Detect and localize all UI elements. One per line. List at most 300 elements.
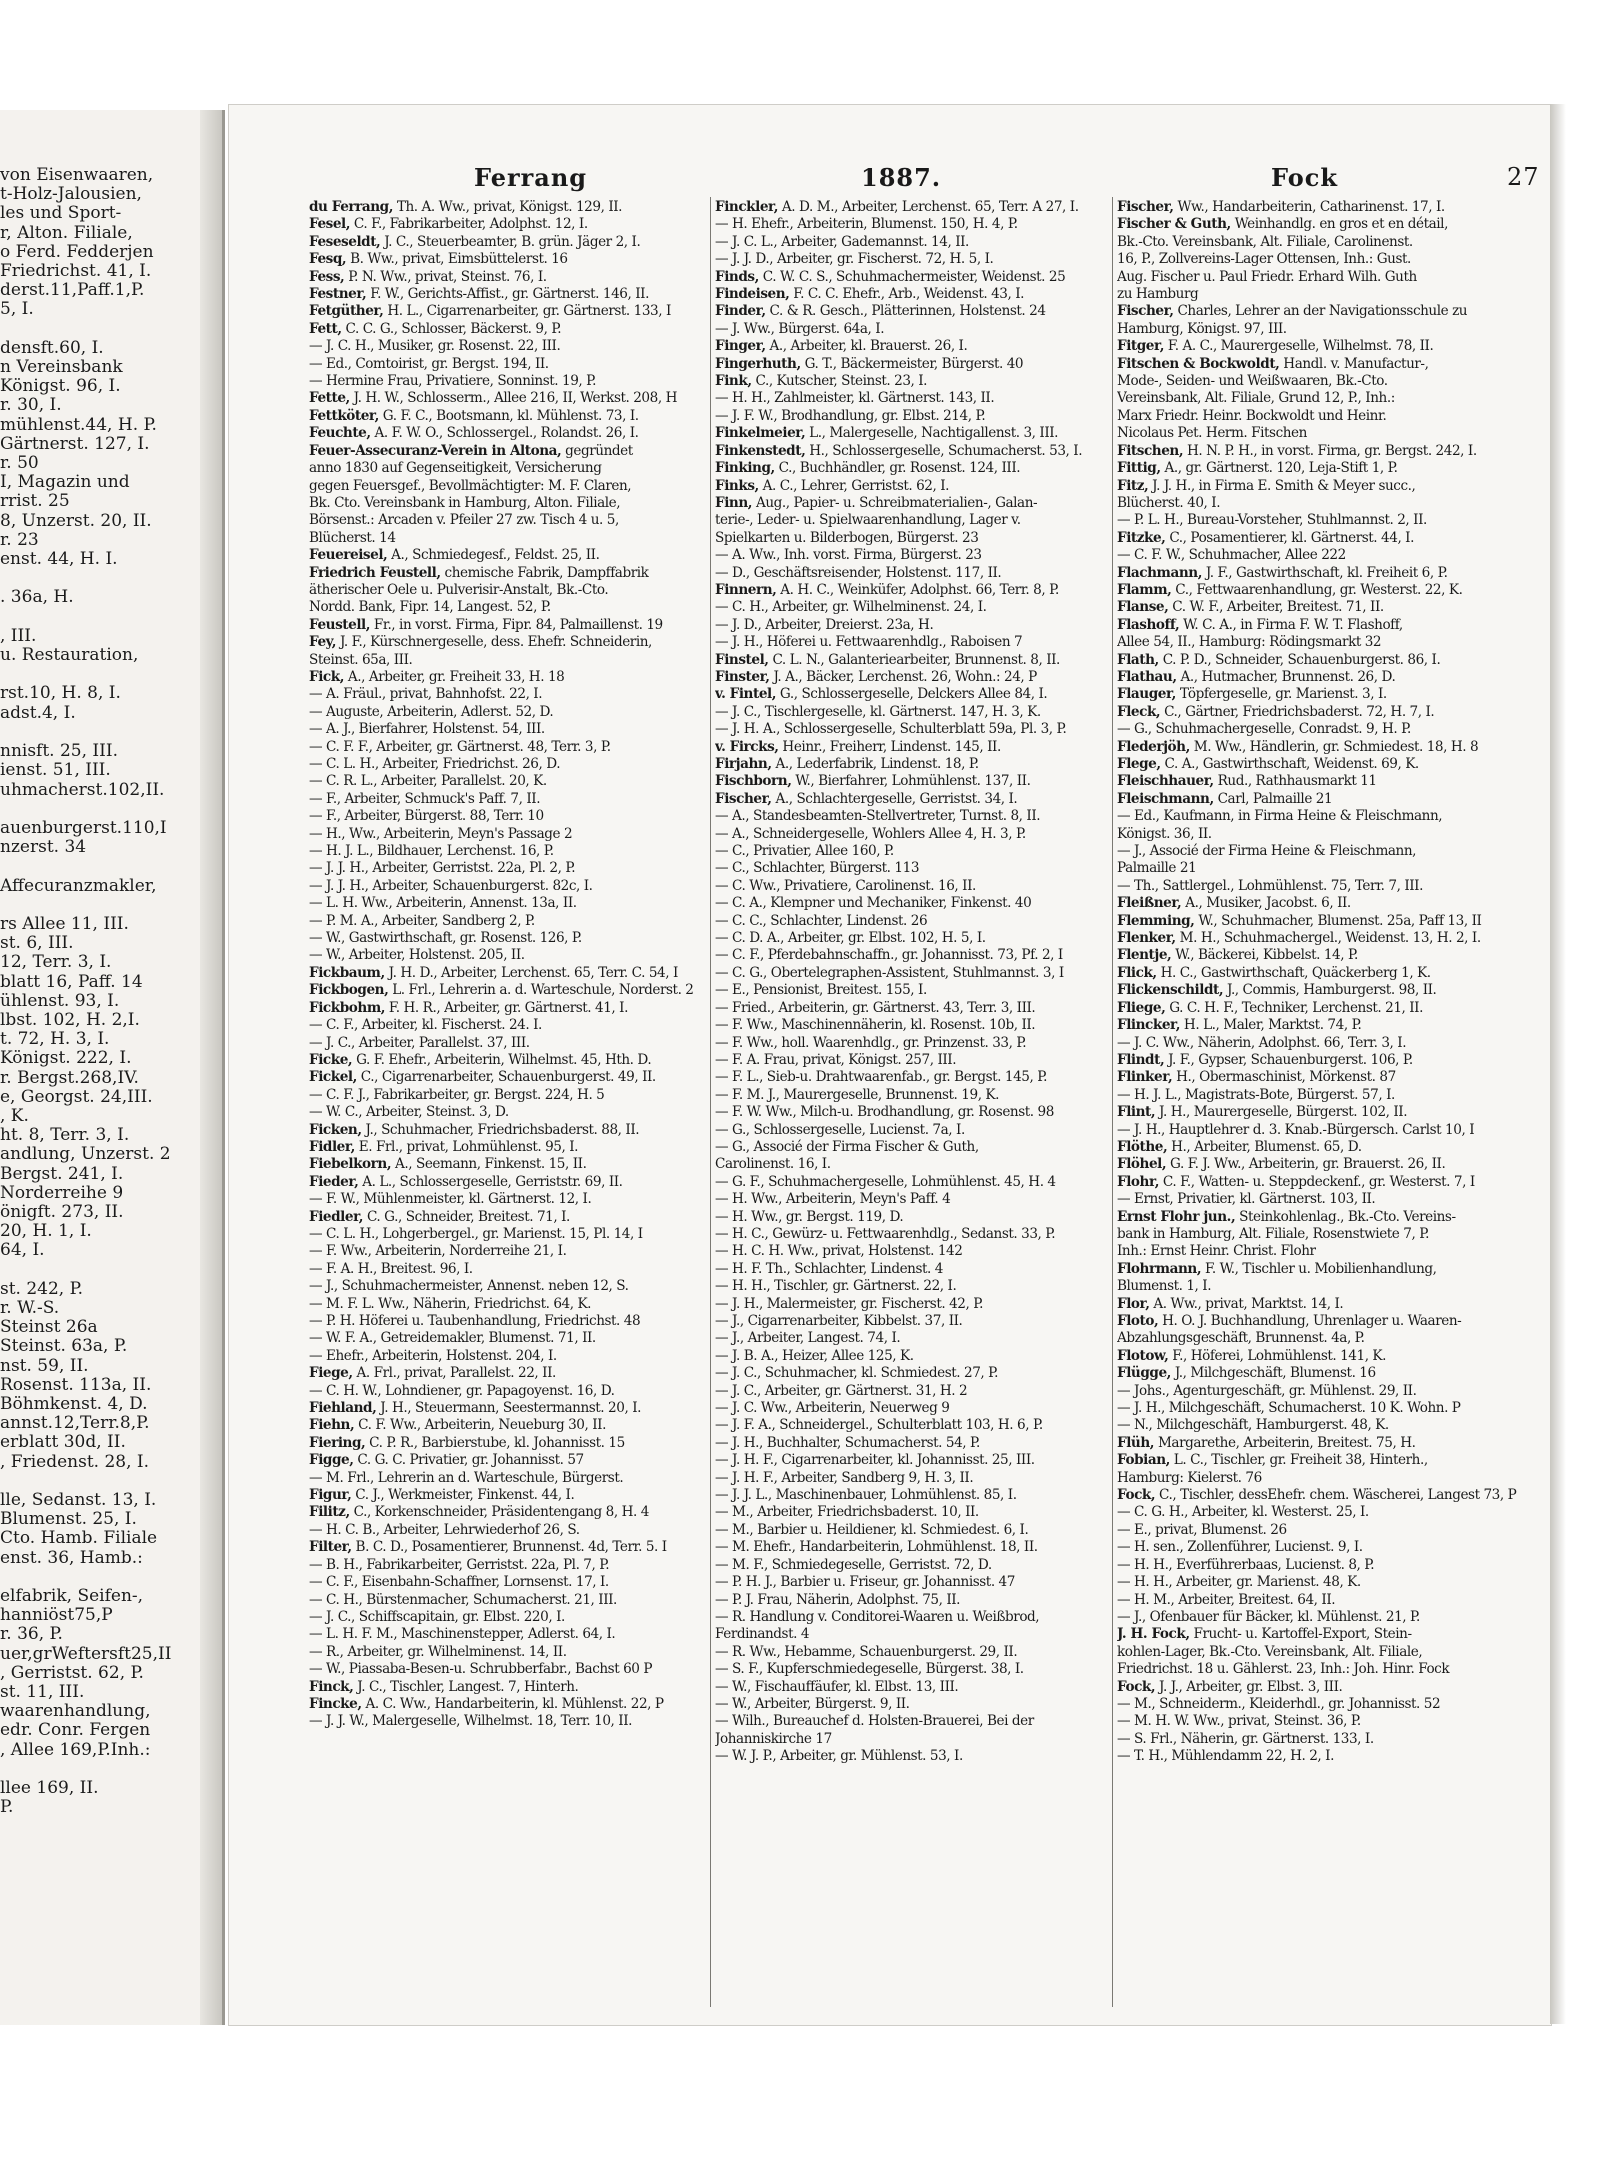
left-page-line: uer,grWeftersft25,II: [0, 1643, 172, 1664]
left-page-line: [0, 1261, 205, 1280]
entry-surname: Fetgüther,: [309, 303, 384, 320]
directory-entry: [309, 808, 703, 825]
left-page-line: annst.12,Terr.8,P.: [0, 1413, 150, 1434]
entry-details: — F. L., Sieb-u. Drahtwaarenfab., gr. Bergst. 145, P.: [715, 1069, 1048, 1086]
entry-details: — R. Handlung v. Conditorei-Waaren u. Weißbrod,: [715, 1608, 1040, 1625]
entry-surname: Fettköter,: [309, 407, 379, 424]
directory-entry: [309, 826, 703, 843]
entry-details: A., Schmiedegesf., Feldst. 25, II.: [387, 547, 600, 564]
directory-entry: [715, 478, 1107, 495]
entry-surname: Fischborn,: [715, 773, 792, 790]
entry-details: C. W. C. S., Schuhmachermeister, Weidenst. 25: [758, 268, 1066, 285]
directory-entry: [309, 1713, 703, 1730]
header-year: 1887.: [861, 163, 942, 192]
entry-surname: Fischer & Guth,: [1117, 216, 1231, 233]
left-page-line: , Friedenst. 28, I.: [0, 1451, 150, 1472]
entry-details: C., Gärtner, Friedrichsbaderst. 72, H. 7, I.: [1160, 703, 1435, 720]
directory-entry: [309, 1452, 703, 1469]
entry-details: — J., Associé der Firma Heine & Fleischmann,: [1117, 843, 1417, 860]
entry-details: — J., Schuhmachermeister, Annenst. neben 12, S.: [309, 1278, 629, 1295]
entry-surname: Feuchte,: [309, 425, 371, 442]
directory-entry: [1117, 791, 1527, 808]
directory-entry: [1117, 1104, 1527, 1121]
entry-details: — C. F., Arbeiter, kl. Fischerst. 24. I.: [309, 1017, 542, 1034]
entry-surname: Friedrich Feustell,: [309, 564, 441, 581]
directory-entry: [715, 1435, 1107, 1452]
entry-details: G. F. Ehefr., Arbeiterin, Wilhelmst. 45, Hth. D.: [352, 1051, 652, 1068]
entry-details: — A. Fräul., privat, Bahnhofst. 22, I.: [309, 686, 543, 703]
entry-details: — F. W. Ww., Milch-u. Brodhandlung, gr. Rosenst. 98: [715, 1104, 1054, 1121]
directory-entry: [715, 443, 1107, 460]
entry-details: — A., Schneidergeselle, Wohlers Allee 4, H. 3, P.: [715, 825, 1026, 842]
entry-details: — C. H. W., Lohndiener, gr. Papagoyenst. 16, D.: [309, 1382, 615, 1399]
directory-entry: [715, 895, 1107, 912]
entry-details: Vereinsbank, Alt. Filiale, Grund 12, P., Inh.:: [1117, 390, 1395, 407]
directory-entry: [309, 1069, 703, 1086]
left-page-line: enst. 36, Hamb.:: [0, 1547, 143, 1568]
directory-entry: [309, 1557, 703, 1574]
directory-entry: [715, 1278, 1107, 1295]
entry-details: — P. L. H., Bureau-Vorsteher, Stuhlmannst. 2, II.: [1117, 512, 1427, 529]
entry-details: — W. F. A., Getreidemakler, Blumenst. 71, II.: [309, 1330, 596, 1347]
directory-entry: [309, 1365, 703, 1382]
directory-entry: [309, 321, 703, 338]
entry-details: — H. F. Th., Schlachter, Lindenst. 4: [715, 1260, 943, 1277]
entry-details: — F., Arbeiter, Schmuck's Paff. 7, II.: [309, 790, 541, 807]
entry-details: — W., Arbeiter, Bürgerst. 9, II.: [715, 1695, 910, 1712]
entry-surname: Findeisen,: [715, 286, 790, 303]
entry-details: C. P. D., Schneider, Schauenburgerst. 86, I.: [1158, 651, 1441, 668]
entry-surname: Fitz,: [1117, 477, 1149, 494]
entry-details: — J. H., Höferei u. Fettwaarenhdlg., Raboisen 7: [715, 634, 1023, 651]
directory-entry: [309, 1348, 703, 1365]
entry-details: A. Frl., privat, Parallelst. 22, II.: [352, 1365, 556, 1382]
entry-details: H., Schlossergeselle, Schumacherst. 53, I.: [805, 442, 1083, 459]
left-page-line: enst. 44, H. I.: [0, 549, 118, 570]
entry-details: Palmaille 21: [1117, 860, 1197, 877]
entry-surname: Fickbaum,: [309, 964, 385, 981]
directory-entry: [1117, 1452, 1527, 1469]
entry-details: — J. C. L., Arbeiter, Gademannst. 14, II.: [715, 233, 969, 250]
directory-entry: [715, 1557, 1107, 1574]
directory-entry: [309, 843, 703, 860]
entry-surname: Finstel,: [715, 651, 769, 668]
left-page-line: r. 23: [0, 529, 39, 550]
directory-entry: [1117, 1626, 1527, 1643]
entry-surname: du Ferrang,: [309, 199, 393, 215]
entry-surname: Flick,: [1117, 964, 1157, 981]
entry-details: W., Bierfahrer, Lohmühlenst. 137, II.: [791, 773, 1031, 790]
entry-details: — R., Arbeiter, gr. Wilhelminenst. 14, II.: [309, 1643, 567, 1660]
left-page-line: lle, Sedanst. 13, I.: [0, 1490, 157, 1511]
directory-entry: [1117, 773, 1527, 790]
entry-details: — H. H., Everführerbaas, Lucienst. 8, P.: [1117, 1556, 1375, 1573]
entry-surname: Flincker,: [1117, 1017, 1181, 1034]
directory-entry: [715, 652, 1107, 669]
entry-details: Charles, Lehrer an der Navigationsschule zu: [1173, 303, 1468, 320]
directory-entry: [1117, 756, 1527, 773]
entry-surname: Fliege,: [1117, 999, 1166, 1016]
left-page-line: nzerst. 34: [0, 837, 87, 858]
directory-entry: [1117, 547, 1527, 564]
directory-entry: [309, 1000, 703, 1017]
directory-entry: [309, 1679, 703, 1696]
entry-details: — H. J. L., Bildhauer, Lerchenst. 16, P.: [309, 843, 554, 860]
entry-details: — H. C. B., Arbeiter, Lehrwiederhof 26, S.: [309, 1521, 580, 1538]
directory-entry: [309, 721, 703, 738]
entry-details: — C. Ww., Privatiere, Carolinenst. 16, II.: [715, 877, 976, 894]
directory-entry: [715, 1261, 1107, 1278]
directory-entry: [1117, 808, 1527, 825]
directory-entry: [1117, 1226, 1527, 1243]
entry-details: Friedrichst. 18 u. Gählerst. 23, Inh.: Joh. Hinr. Fock: [1117, 1661, 1450, 1678]
left-page-line: t-Holz-Jalousien,: [0, 184, 142, 205]
directory-entry: [1117, 1539, 1527, 1556]
column-divider: [1112, 197, 1113, 2007]
directory-entry: [1117, 1191, 1527, 1208]
left-page-line: 64, I.: [0, 1240, 45, 1261]
directory-entry: [1117, 1000, 1527, 1017]
entry-details: — J. F. A., Schneidergel., Schulterblatt 103, H. 6, P.: [715, 1417, 1043, 1434]
left-page-line: derst.11,Paff.1,P.: [0, 280, 145, 301]
entry-details: C. J., Werkmeister, Finkenst. 44, I.: [351, 1487, 575, 1504]
directory-entry: [309, 895, 703, 912]
directory-entry: [715, 408, 1107, 425]
directory-entry: [1117, 1313, 1527, 1330]
entry-surname: Flinker,: [1117, 1069, 1173, 1086]
entry-surname: Finder,: [715, 303, 766, 320]
column-3: [1117, 199, 1527, 2009]
directory-entry: [309, 1313, 703, 1330]
entry-details: — J. C., Schuhmacher, kl. Schmiedest. 27, P.: [715, 1365, 998, 1382]
directory-entry: [1117, 495, 1527, 512]
entry-details: — M. F., Schmiedegeselle, Gerristst. 72, D.: [715, 1556, 992, 1573]
left-page-line: Affecuranzmakler,: [0, 875, 157, 896]
directory-entry: [309, 634, 703, 651]
entry-details: J. F., Gypser, Schauenburgerst. 106, P.: [1164, 1051, 1413, 1068]
directory-entry: [715, 1574, 1107, 1591]
left-page-line: Gärtnerst. 127, I.: [0, 433, 150, 454]
directory-entry: [715, 1731, 1107, 1748]
entry-details: B. Ww., privat, Eimsbüttelerst. 16: [346, 251, 568, 268]
directory-entry: [1117, 1592, 1527, 1609]
entry-details: — S. Frl., Näherin, gr. Gärtnerst. 133, I.: [1117, 1730, 1374, 1747]
directory-entry: [715, 1713, 1107, 1730]
directory-entry: [309, 512, 703, 529]
entry-details: A. Ww., privat, Marktst. 14, I.: [1149, 1295, 1344, 1312]
left-page-line: [0, 608, 205, 627]
directory-entry: [1117, 1174, 1527, 1191]
directory-entry: [715, 982, 1107, 999]
entry-details: A., gr. Gärtnerst. 120, Leja-Stift 1, P.: [1160, 460, 1398, 477]
directory-entry: [715, 739, 1107, 756]
directory-entry: [309, 791, 703, 808]
entry-details: Mode-, Seiden- und Weißwaaren, Bk.-Cto.: [1117, 373, 1388, 390]
entry-details: Blücherst. 14: [309, 529, 396, 546]
directory-entry: [1117, 965, 1527, 982]
entry-surname: Fitschen & Bockwoldt,: [1117, 355, 1280, 372]
left-page-line: nnisft. 25, III.: [0, 741, 118, 762]
left-page-line: e, Georgst. 24,III.: [0, 1086, 153, 1107]
directory-entry: [309, 1174, 703, 1191]
directory-entry: [715, 1052, 1107, 1069]
entry-surname: Finger,: [715, 338, 766, 355]
left-page-line: llee 169, II.: [0, 1778, 99, 1799]
left-page-line: r. Bergst.268,IV.: [0, 1067, 139, 1088]
directory-entry: [1117, 565, 1527, 582]
entry-surname: Fingerhuth,: [715, 355, 801, 372]
entry-details: Weinhandlg. en gros et en détail,: [1230, 216, 1448, 233]
directory-entry: [309, 704, 703, 721]
directory-entry: [715, 1452, 1107, 1469]
directory-entry: [309, 1087, 703, 1104]
directory-entry: [1117, 686, 1527, 703]
directory-entry: [309, 739, 703, 756]
entry-surname: v. Fintel,: [715, 686, 777, 703]
entry-details: — H. M., Arbeiter, Breitest. 64, II.: [1117, 1591, 1336, 1608]
directory-entry: [715, 1522, 1107, 1539]
entry-details: — M. Ehefr., Handarbeiterin, Lohmühlenst. 18, II.: [715, 1539, 1038, 1556]
entry-details: Steinkohlenlag., Bk.-Cto. Vereins-: [1235, 1208, 1456, 1225]
directory-entry: [1117, 582, 1527, 599]
entry-details: A. C., Lehrer, Gerristst. 62, I.: [758, 477, 950, 494]
entry-details: W. C. A., in Firma F. W. T. Flashoff,: [1179, 616, 1403, 633]
left-page-line: Böhmkenst. 4, D.: [0, 1394, 148, 1414]
directory-entry: [309, 199, 703, 216]
entry-details: — W., Gastwirthschaft, gr. Rosenst. 126, P.: [309, 930, 582, 947]
entry-details: — J. J. L., Maschinenbauer, Lohmühlenst. 85, I.: [715, 1487, 1017, 1504]
directory-entry: [1117, 1330, 1527, 1347]
directory-entry: [309, 1052, 703, 1069]
entry-surname: Fitger,: [1117, 338, 1165, 355]
entry-details: W., Bäckerei, Kibbelst. 14, P.: [1171, 947, 1358, 964]
left-page-line: ht. 8, Terr. 3, I.: [0, 1125, 130, 1146]
directory-entry: [309, 303, 703, 320]
entry-surname: Finck,: [309, 1678, 354, 1695]
entry-details: C. P. R., Barbierstube, kl. Johannisst. 15: [365, 1434, 625, 1451]
entry-details: — D., Geschäftsreisender, Holstenst. 117, II.: [715, 564, 1002, 581]
entry-details: B. C. D., Posamentierer, Brunnenst. 4d, Terr. 5. I: [351, 1539, 667, 1556]
entry-details: Steinst. 65a, III.: [309, 651, 413, 668]
entry-details: F. H. R., Arbeiter, gr. Gärtnerst. 41, I.: [385, 999, 628, 1016]
entry-details: — J. C., Arbeiter, Parallelst. 37, III.: [309, 1034, 530, 1051]
header-last-entry: Fock: [1271, 163, 1338, 192]
entry-surname: Flemming,: [1117, 912, 1195, 929]
entry-details: H. C., Gastwirthschaft, Quäckerberg 1, K.: [1156, 964, 1431, 981]
directory-entry: [1117, 408, 1527, 425]
left-page-line: Bergst. 241, I.: [0, 1163, 124, 1184]
entry-surname: Fink,: [715, 373, 752, 390]
entry-details: C. W. F., Arbeiter, Breitest. 71, II.: [1168, 599, 1384, 616]
entry-details: Spielkarten u. Bilderbogen, Bürgerst. 23: [715, 529, 979, 546]
entry-details: Fr., in vorst. Firma, Fipr. 84, Palmaillenst. 19: [370, 616, 663, 633]
entry-surname: Feuereisel,: [309, 547, 388, 564]
entry-details: — H. H., Zahlmeister, kl. Gärtnerst. 143, II.: [715, 390, 995, 407]
directory-entry: [309, 478, 703, 495]
left-page-fragment: [0, 110, 225, 2025]
directory-page: [228, 104, 1552, 2026]
entry-details: M. H., Schuhmachergel., Weidenst. 13, H. 2, I.: [1175, 930, 1481, 947]
entry-details: W., Schuhmacher, Blumenst. 25a, Paff 13, II: [1194, 912, 1482, 929]
left-page-line: Friedrichst. 41, I.: [0, 261, 152, 282]
entry-details: C. C. G., Schlosser, Bäckerst. 9, P.: [341, 320, 562, 337]
directory-entry: [309, 913, 703, 930]
entry-details: — H. Ww., gr. Bergst. 119, D.: [715, 1208, 904, 1225]
directory-entry: [715, 1226, 1107, 1243]
entry-details: Rud., Rathhausmarkt 11: [1213, 773, 1377, 790]
entry-details: Handl. v. Manufactur-,: [1279, 355, 1429, 372]
entry-details: A. C. Ww., Handarbeiterin, kl. Mühlenst. 22, P: [361, 1695, 664, 1712]
entry-surname: Festner,: [309, 286, 367, 303]
left-page-line: o Ferd. Fedderjen: [0, 241, 154, 262]
directory-entry: [715, 1644, 1107, 1661]
directory-entry: [715, 460, 1107, 477]
directory-entry: [309, 565, 703, 582]
directory-entry: [1117, 390, 1527, 407]
entry-details: Abzahlungsgeschäft, Brunnenst. 4a, P.: [1117, 1330, 1365, 1347]
column-2: [715, 199, 1107, 2009]
entry-details: — J. D., Arbeiter, Dreierst. 23a, H.: [715, 616, 934, 633]
entry-details: H., Obermaschinist, Mörkenst. 87: [1172, 1069, 1396, 1086]
directory-entry: [715, 1174, 1107, 1191]
entry-details: — H. H., Tischler, gr. Gärtnerst. 22, I.: [715, 1278, 957, 1295]
entry-surname: Filitz,: [309, 1504, 350, 1521]
entry-details: L., Malergeselle, Nachtigallenst. 3, III.: [805, 425, 1059, 442]
entry-details: — J. H., Milchgeschäft, Schumacherst. 10 K. Wohn. P: [1117, 1400, 1461, 1417]
column-divider: [710, 197, 711, 2007]
entry-details: A., Arbeiter, kl. Brauerst. 26, I.: [765, 338, 968, 355]
entry-surname: Fleck,: [1117, 703, 1161, 720]
directory-entry: [715, 1609, 1107, 1626]
entry-details: A., Hutmacher, Brunnenst. 26, D.: [1176, 668, 1396, 685]
left-page-line: elfabrik, Seifen-,: [0, 1586, 144, 1607]
entry-details: — H. H., Arbeiter, gr. Marienst. 48, K.: [1117, 1574, 1361, 1591]
entry-details: — H. Ehefr., Arbeiterin, Blumenst. 150, H. 4, P.: [715, 216, 1018, 233]
entry-details: — F. Ww., Maschinennäherin, kl. Rosenst. 10b, II.: [715, 1017, 1036, 1034]
entry-surname: Flathau,: [1117, 668, 1177, 685]
directory-entry: [1117, 895, 1527, 912]
entry-details: C., Buchhändler, gr. Rosenst. 124, III.: [774, 460, 1021, 477]
directory-entry: [1117, 1278, 1527, 1295]
entry-surname: Fett,: [309, 320, 342, 337]
entry-details: — J. Ww., Bürgerst. 64a, I.: [715, 320, 885, 337]
entry-surname: Finckler,: [715, 199, 779, 215]
entry-details: — J. H. F., Arbeiter, Sandberg 9, H. 3, II.: [715, 1469, 974, 1486]
directory-entry: [715, 1365, 1107, 1382]
entry-details: — J. J. W., Malergeselle, Wilhelmst. 18, Terr. 10, II.: [309, 1713, 632, 1730]
directory-entry: [309, 1156, 703, 1173]
entry-details: P. N. Ww., privat, Steinst. 76, I.: [344, 268, 547, 285]
directory-entry: [309, 530, 703, 547]
directory-entry: [1117, 1261, 1527, 1278]
left-page-line: von Eisenwaaren,: [0, 165, 154, 185]
directory-entry: [309, 1574, 703, 1591]
entry-details: — H. C. H. Ww., privat, Holstenst. 142: [715, 1243, 963, 1260]
left-page-line: mühlenst.44, H. P.: [0, 414, 157, 435]
entry-surname: Fickbohm,: [309, 999, 386, 1016]
entry-details: J. H. D., Arbeiter, Lerchenst. 65, Terr. C. 54, I: [384, 964, 678, 981]
page-gutter: [200, 110, 222, 2025]
entry-details: J. J. H., in Firma E. Smith & Meyer succ.,: [1148, 477, 1416, 494]
entry-details: 16, P., Zollvereins-Lager Ottensen, Inh.: Gust.: [1117, 251, 1411, 268]
entry-surname: Flamm,: [1117, 581, 1172, 598]
entry-details: C. L. N., Galanteriearbeiter, Brunnenst. 8, II.: [768, 651, 1060, 668]
directory-entry: [1117, 1052, 1527, 1069]
left-page-line: hanniöst75,P: [0, 1605, 113, 1626]
left-page-line: Steinst. 63a, P.: [0, 1336, 128, 1357]
directory-entry: [1117, 1522, 1527, 1539]
entry-details: C., Cigarrenarbeiter, Schauenburgerst. 49, II.: [356, 1069, 656, 1086]
entry-details: kohlen-Lager, Bk.-Cto. Vereinsbank, Alt. Filiale,: [1117, 1643, 1423, 1660]
entry-details: J. J., Arbeiter, gr. Elbst. 3, III.: [1155, 1678, 1343, 1695]
entry-details: — C., Schlachter, Bürgerst. 113: [715, 860, 920, 877]
directory-entry: [1117, 1470, 1527, 1487]
entry-details: H. N. P. H., in vorst. Firma, gr. Bergst. 242, I.: [1183, 442, 1477, 459]
entry-details: A. H. C., Weinküfer, Adolphst. 66, Terr. 8, P.: [776, 581, 1059, 598]
directory-entry: [1117, 599, 1527, 616]
entry-details: — Hermine Frau, Privatiere, Sonninst. 19, P.: [309, 373, 596, 390]
entry-details: — J. H., Hauptlehrer d. 3. Knab.-Bürgersch. Carlst 10, I: [1117, 1121, 1475, 1138]
directory-entry: [715, 338, 1107, 355]
directory-entry: [309, 1383, 703, 1400]
entry-details: — Wilh., Bureauchef d. Holsten-Brauerei, Bei der: [715, 1713, 1034, 1730]
directory-entry: [309, 599, 703, 616]
directory-entry: [715, 390, 1107, 407]
directory-entry: [1117, 269, 1527, 286]
entry-details: H., Arbeiter, Blumenst. 65, D.: [1167, 1138, 1362, 1155]
entry-details: — F. Ww., holl. Waarenhdlg., gr. Prinzenst. 33, P.: [715, 1034, 1027, 1051]
left-page-line: [0, 1472, 205, 1491]
directory-entry: [309, 547, 703, 564]
entry-details: H. O. J. Buchhandlung, Uhrenlager u. Waaren-: [1158, 1313, 1462, 1329]
directory-entry: [309, 1139, 703, 1156]
directory-entry: [1117, 1731, 1527, 1748]
entry-surname: Flashoff,: [1117, 616, 1180, 633]
entry-details: — A., Standesbeamten-Stellvertreter, Turnst. 8, II.: [715, 808, 1041, 825]
entry-details: Carl, Palmaille 21: [1213, 790, 1333, 807]
entry-details: G. C. H. F., Techniker, Lerchenst. 21, II.: [1165, 999, 1423, 1016]
directory-entry: [309, 1035, 703, 1052]
directory-entry: [309, 1609, 703, 1626]
entry-details: Börsenst.: Arcaden v. Pfeiler 27 zw. Tisch 4 u. 5,: [309, 512, 619, 529]
entry-surname: Fock,: [1117, 1487, 1156, 1504]
directory-entry: [309, 773, 703, 790]
left-page-line: st. 6, III.: [0, 933, 74, 954]
directory-entry: [309, 878, 703, 895]
directory-entry: [715, 565, 1107, 582]
directory-entry: [1117, 512, 1527, 529]
page-number: 27: [1507, 163, 1540, 191]
directory-entry: [715, 1104, 1107, 1121]
directory-entry: [715, 1696, 1107, 1713]
entry-details: — C. H., Arbeiter, gr. Wilhelminenst. 24, I.: [715, 599, 987, 616]
running-header: [229, 163, 1551, 195]
directory-entry: [1117, 1504, 1527, 1521]
left-page-line: andlung, Unzerst. 2: [0, 1144, 171, 1165]
directory-entry: [1117, 1644, 1527, 1661]
directory-entry: [715, 1191, 1107, 1208]
entry-details: — J. J. H., Arbeiter, Gerristst. 22a, Pl. 2, P.: [309, 860, 576, 877]
left-page-line: r, Alton. Filiale,: [0, 222, 133, 243]
directory-entry: [715, 1000, 1107, 1017]
entry-details: — Johs., Agenturgeschäft, gr. Mühlenst. 29, II.: [1117, 1382, 1417, 1399]
entry-details: A., Arbeiter, gr. Freiheit 33, H. 18: [344, 668, 565, 685]
directory-entry: [1117, 634, 1527, 651]
directory-entry: [1117, 338, 1527, 355]
entry-details: — J. H., Buchhalter, Schumacherst. 54, P.: [715, 1434, 980, 1451]
entry-details: — J. J. D., Arbeiter, gr. Fischerst. 72, H. 5, I.: [715, 251, 994, 268]
directory-entry: [715, 826, 1107, 843]
